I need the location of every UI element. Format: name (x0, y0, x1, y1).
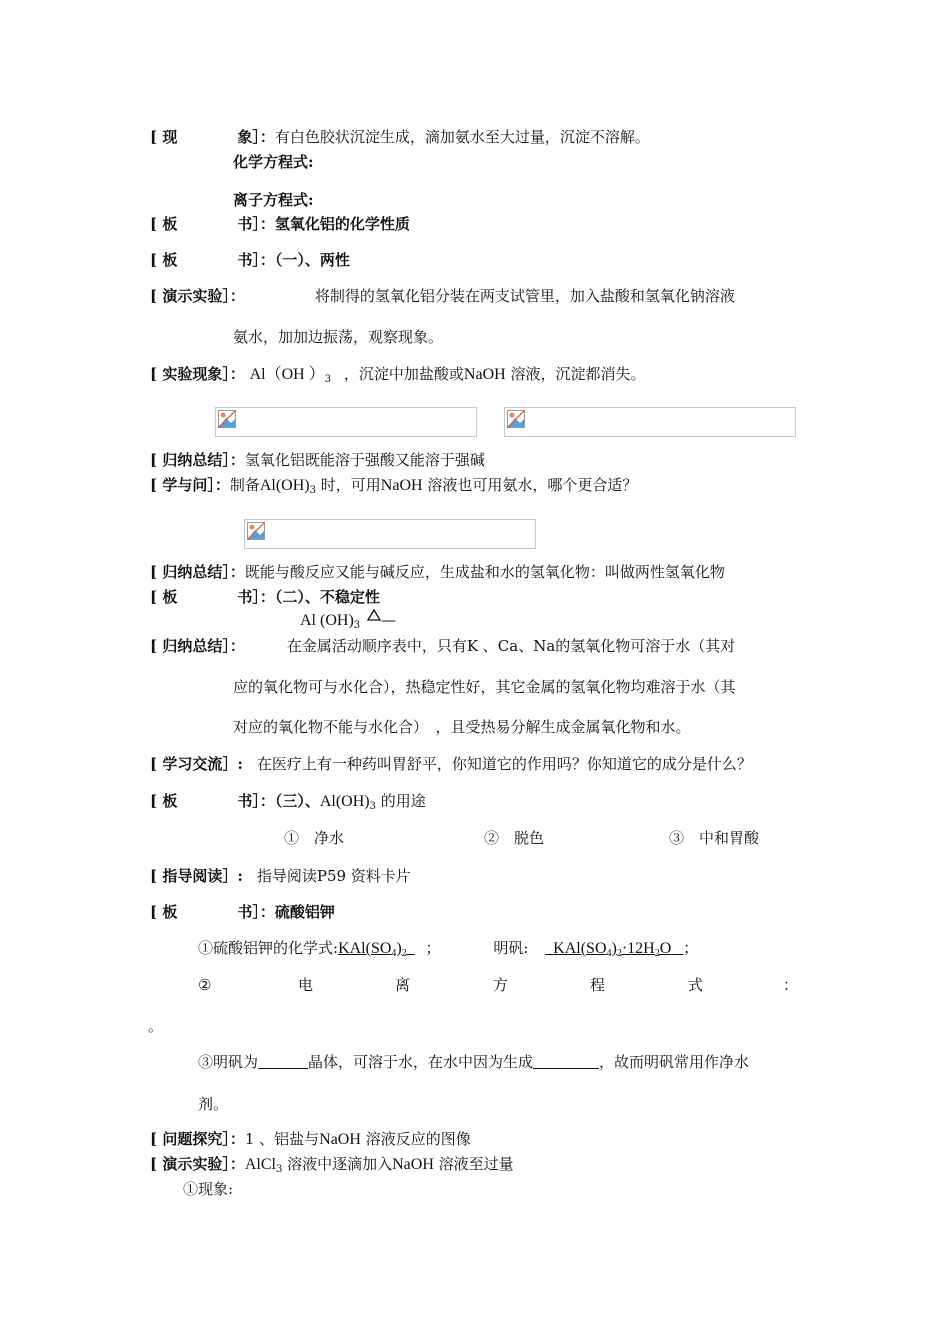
text: 溶液反应的图像 (365, 1130, 471, 1148)
text: ，沉淀中加盐酸或 (343, 365, 464, 383)
section-label: [ 板 书］： (150, 792, 275, 810)
line-alum-crystal-cont: 剂。 (198, 1095, 229, 1113)
broken-image-icon (218, 410, 236, 428)
text: 溶液，沉淀都消失。 (510, 365, 646, 383)
section-label: [ 演示实验］： (150, 287, 245, 305)
text: ③明矾为 (198, 1053, 259, 1071)
line-learn-exchange (150, 754, 752, 774)
formula-alcl3: AlCl (244, 1156, 276, 1173)
ionization-c2: 电 (298, 976, 314, 994)
section-label: [ 学与问］： (150, 476, 230, 494)
equation-image-placeholder-3 (244, 519, 536, 549)
chem-equation-label: 化学方程式: (233, 153, 314, 171)
uses-item-3: ③ 中和胃酸 (669, 829, 760, 847)
text: 溶液也可用氨水，哪个更合适？ (427, 476, 638, 494)
formula-alum (545, 940, 683, 957)
section-label: [ 板 书］： (150, 588, 275, 606)
formula-part: KAl(SO (338, 940, 392, 957)
line-demo-1 (150, 286, 735, 306)
subscript: 3 (309, 485, 316, 496)
section-label: [ 演示实验］： (150, 1155, 245, 1173)
text: ； (425, 939, 441, 957)
section-text: 将制得的氢氧化铝分装在两支试管里，加入盐酸和氢氧化钠溶液 (314, 287, 735, 305)
blank-crystal-type[interactable] (258, 1054, 308, 1069)
text: 1 、铝盐与 (244, 1130, 320, 1148)
formula-naoh: NaOH (392, 1156, 434, 1173)
formula-part: ·12H (621, 940, 655, 957)
section-label: [ 问题探究］： (150, 1130, 245, 1148)
subscript: 2 (616, 948, 622, 959)
text: 的用途 (380, 792, 426, 810)
formula-aloh: Al (OH) (300, 612, 354, 629)
line-summary-3 (150, 636, 735, 656)
uses-item-2: ② 脱色 (484, 829, 545, 847)
text: ； (683, 939, 699, 957)
broken-image-icon (507, 410, 525, 428)
line-alum-formula (198, 938, 698, 964)
section-label: [ 指导阅读］: (150, 867, 243, 885)
subscript: 3 (324, 374, 332, 385)
line-problem-explore (150, 1129, 471, 1150)
equation-image-placeholder-1 (215, 407, 477, 437)
subscript: 3 (369, 801, 376, 812)
formula-kal-so4 (338, 940, 415, 957)
section-text: 氢氧化铝的化学性质 (274, 215, 410, 233)
line-board-1 (150, 214, 410, 234)
formula-naoh: NaOH (380, 477, 423, 494)
section-text: 硫酸铝钾 (274, 903, 335, 921)
text: 溶液至过量 (438, 1155, 514, 1173)
section-label: [ 归纳总结］： (150, 451, 245, 469)
section-text: 有白色胶状沉淀生成，滴加氨水至大过量，沉淀不溶解。 (274, 128, 650, 146)
subscript: 3 (353, 620, 361, 631)
section-text: （二）、不稳定性 (274, 588, 380, 606)
section-label: [ 板 书］： (150, 903, 275, 921)
section-label: [ 板 书］： (150, 215, 275, 233)
line-board-5 (150, 902, 335, 922)
subscript: 2 (654, 948, 660, 959)
text: 制备 (229, 476, 260, 494)
period-mark: 。 (148, 1017, 164, 1035)
text: ，故而明矾常用作净水 (599, 1053, 750, 1071)
line-summary-1 (150, 450, 485, 470)
formula-part: O (659, 940, 672, 957)
formula-part: ) (396, 940, 402, 957)
ionic-equation-label: 离子方程式: (233, 191, 314, 209)
blank-product[interactable] (533, 1054, 599, 1069)
section-text: （一）、两性 (274, 251, 350, 269)
formula-naoh: NaOH (463, 366, 506, 383)
section-text: 在医疗上有一种药叫胃舒平，你知道它的作用吗？你知道它的成分是什么？ (256, 755, 752, 773)
section-label: [ 板 书］： (150, 251, 275, 269)
section-label: [ 学习交流］: (150, 755, 243, 773)
subscript: 4 (606, 948, 612, 959)
arrow-dash: — (380, 611, 396, 629)
text: 时，可用 (320, 476, 381, 494)
formula-aloh: Al（OH ） (249, 366, 325, 383)
broken-image-icon (247, 522, 265, 540)
line-demo-1-cont: 氨水，加加边振荡，观察现象。 (233, 328, 444, 346)
text: 溶液中逐滴加入 (287, 1155, 393, 1173)
heat-triangle-icon (367, 609, 381, 621)
ionization-c1: ② (198, 976, 212, 994)
ionization-c3: 离 (395, 976, 411, 994)
formula-aloh: Al(OH) (259, 477, 310, 494)
section-label: [ 现 象］： (150, 128, 275, 146)
section-label: [ 归纳总结］： (150, 637, 245, 655)
line-learn-ask (150, 475, 637, 501)
section-text: 氢氧化铝既能溶于强酸又能溶于强碱 (244, 451, 485, 469)
line-guided-reading (150, 866, 411, 886)
section-text: 既能与酸反应又能与碱反应，生成盐和水的氢氧化物：叫做两性氢氧化物 (244, 563, 725, 581)
line-board-2 (150, 250, 350, 270)
subscript: 2 (401, 948, 407, 959)
ionization-c4: 方 (493, 976, 509, 994)
line-summary-2 (150, 562, 725, 582)
text: 晶体，可溶于水，在水中因为生成 (308, 1053, 534, 1071)
line-board-4 (150, 791, 426, 817)
line-summary-3-cont-2: 对应的氧化物不能与水化合） ，且受热易分解生成金属氧化物和水。 (233, 718, 691, 736)
equation-image-placeholder-2 (504, 407, 796, 437)
section-label: [ 实验现象］： (150, 365, 245, 383)
section-label: [ 归纳总结］： (150, 563, 245, 581)
formula-part: KAl(SO (553, 940, 607, 957)
section-text: 指导阅读P59 资料卡片 (256, 867, 411, 885)
text: ①硫酸铝钾的化学式: (198, 939, 339, 957)
subscript: 4 (391, 948, 397, 959)
line-phenomenon (150, 127, 650, 147)
line-demo-2 (150, 1154, 514, 1180)
line-board-3 (150, 587, 380, 607)
line-phenomenon-2: ①现象: (183, 1180, 234, 1198)
formula-aloh: Al(OH) (319, 793, 370, 810)
section-text: 在金属活动顺序表中，只有K 、Ca、Na的氢氧化物可溶于水（其对 (286, 637, 736, 655)
formula-naoh: NaOH (319, 1131, 361, 1148)
section-text: （三）、 (274, 792, 320, 810)
line-decomposition (300, 609, 396, 636)
subscript: 3 (275, 1164, 283, 1175)
line-experiment-phenomenon (150, 364, 645, 390)
ionization-c7: ： (783, 976, 799, 994)
line-alum-crystal (198, 1052, 749, 1072)
line-summary-3-cont-1: 应的氧化物可与水化合），热稳定性好，其它金属的氢氧化物均难溶于水（其 (233, 678, 736, 696)
uses-item-1: ① 净水 (284, 829, 345, 847)
text: 明矾: (493, 939, 529, 957)
ionization-c6: 式 (688, 976, 704, 994)
ionization-c5: 程 (590, 976, 606, 994)
formula-part: ) (611, 940, 617, 957)
